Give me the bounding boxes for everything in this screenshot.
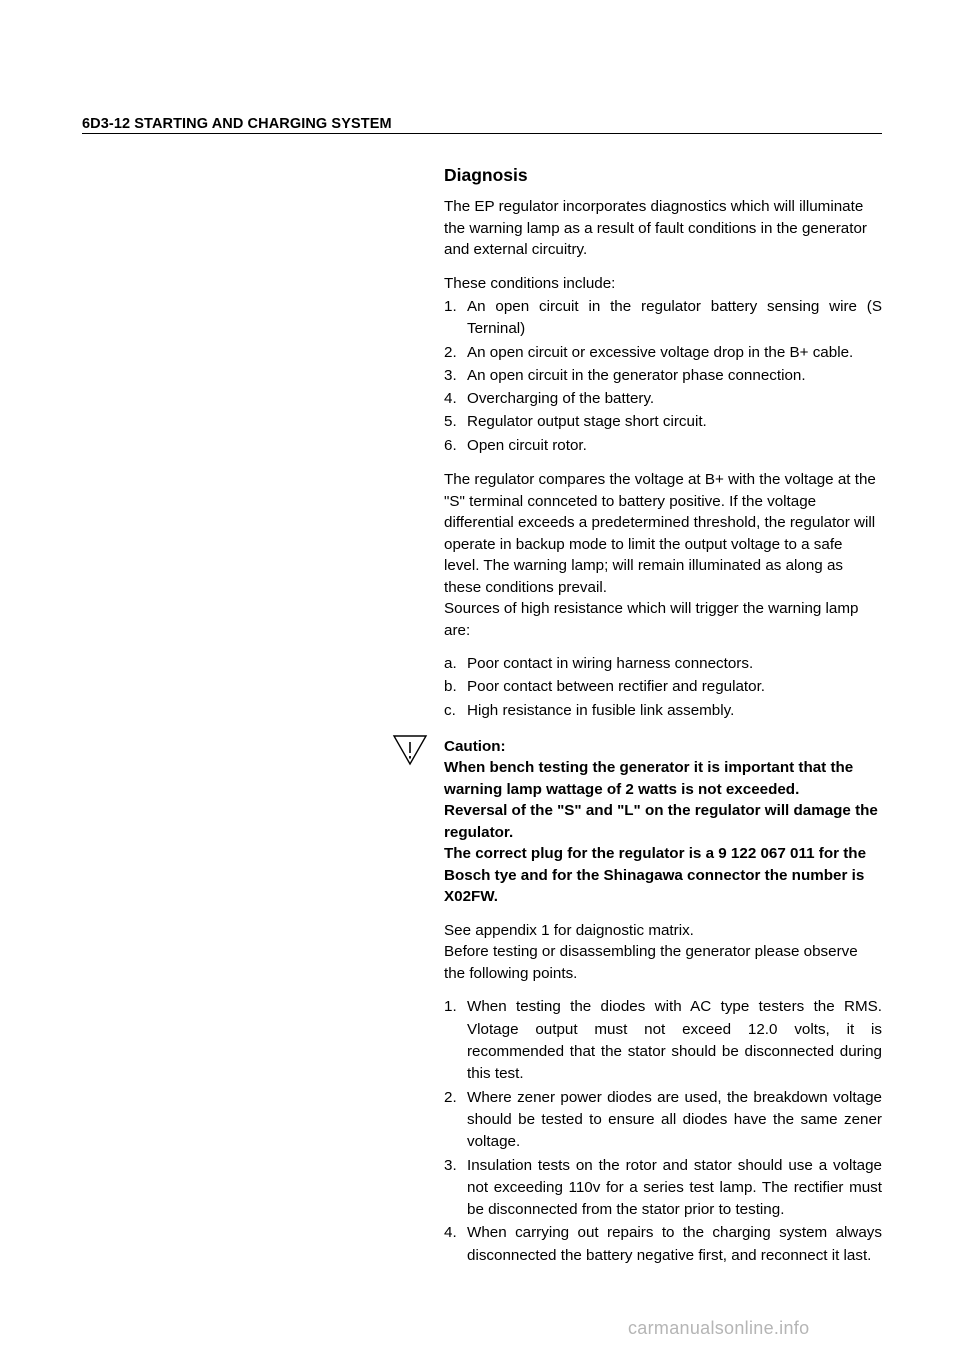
caution-block bbox=[444, 736, 882, 908]
caution-line-3: The correct plug for the regulator is a 9 122 067 011 for the Bosch tye and for the Shinagawa connector the number is X02FW. bbox=[444, 845, 867, 906]
caution-label: Caution: bbox=[444, 737, 506, 755]
list-number: 2. bbox=[444, 343, 457, 361]
watermark-link[interactable]: carmanualsonline.info bbox=[628, 1318, 810, 1338]
list-item bbox=[444, 700, 882, 722]
sources-intro: Sources of high resistance which will trigger the warning lamp are: bbox=[444, 600, 859, 639]
list-number: 4. bbox=[444, 1224, 457, 1242]
list-number: 5. bbox=[444, 413, 457, 431]
list-item bbox=[444, 676, 882, 698]
list-number: 3. bbox=[444, 1156, 457, 1174]
page-header-title: 6D3-12 STARTING AND CHARGING SYSTEM bbox=[82, 116, 392, 132]
list-number: 1. bbox=[444, 998, 457, 1016]
list-text: Poor contact between rectifier and regulator. bbox=[467, 678, 766, 696]
before-testing-line: Before testing or disassembling the generator please observe the following points. bbox=[444, 943, 858, 982]
caution-line-1: When bench testing the generator it is important that the warning lamp wattage of 2 watts is not exceeded. bbox=[444, 759, 854, 798]
list-item bbox=[444, 435, 882, 457]
list-text: An open circuit in the generator phase connection. bbox=[467, 366, 806, 384]
section-heading: Diagnosis bbox=[444, 165, 528, 185]
list-text: An open circuit in the regulator battery sensing wire (S Terninal) bbox=[467, 298, 882, 338]
list-text: Regulator output stage short circuit. bbox=[467, 413, 707, 431]
intro-paragraph: The EP regulator incorporates diagnostics which will illuminate the warning lamp as a result of fault conditions in the generator and external circuitry. bbox=[444, 198, 867, 258]
conditions-intro: These conditions include: bbox=[444, 274, 616, 292]
list-number: 3. bbox=[444, 366, 457, 384]
list-item bbox=[444, 1155, 882, 1222]
list-text: When carrying out repairs to the charging system always disconnected the battery negative first, and reconnect it last. bbox=[467, 1224, 882, 1264]
list-item bbox=[444, 365, 882, 387]
list-text: Where zener power diodes are used, the breakdown voltage should be tested to ensure all diodes have the same zener voltage. bbox=[467, 1088, 882, 1151]
list-number: 2. bbox=[444, 1088, 457, 1106]
appendix-line: See appendix 1 for daignostic matrix. bbox=[444, 921, 694, 939]
list-item bbox=[444, 296, 882, 341]
list-item bbox=[444, 411, 882, 433]
list-item bbox=[444, 1087, 882, 1154]
list-text: High resistance in fusible link assembly. bbox=[467, 701, 735, 719]
list-number: 1. bbox=[444, 298, 457, 315]
caution-triangle-icon bbox=[392, 734, 428, 766]
sources-list bbox=[444, 653, 882, 722]
header-rule bbox=[82, 133, 882, 134]
list-item bbox=[444, 388, 882, 410]
list-letter: c. bbox=[444, 701, 456, 719]
list-letter: b. bbox=[444, 678, 457, 696]
list-text: Insulation tests on the rotor and stator should use a voltage not exceeding 110v for a series test lamp. The rectifier must be disconnected from the stator prior to testing. bbox=[467, 1156, 882, 1219]
list-text: Poor contact in wiring harness connectors. bbox=[467, 655, 754, 673]
main-column bbox=[444, 160, 882, 1268]
list-number: 6. bbox=[444, 436, 457, 454]
list-text: When testing the diodes with AC type testers the RMS. Vlotage output must not exceed 12.0 volts, it is recommended that the stator should be disconnected during this test. bbox=[467, 998, 882, 1083]
testing-points-list bbox=[444, 996, 882, 1267]
list-item bbox=[444, 1222, 882, 1267]
list-text: An open circuit or excessive voltage drop in the B+ cable. bbox=[467, 343, 854, 361]
list-letter: a. bbox=[444, 655, 457, 673]
list-text: Overcharging of the battery. bbox=[467, 390, 655, 408]
list-item bbox=[444, 996, 882, 1085]
list-item bbox=[444, 342, 882, 364]
compare-paragraph: The regulator compares the voltage at B+ with the voltage at the "S" terminal connceted to battery positive. If the voltage differential exceeds a predetermined threshold, the regulator will operate in backup mode to limit the output voltage to a safe level. The warning lamp; will remain illuminated as along as these conditions prevail. bbox=[444, 471, 876, 596]
caution-line-2: Reversal of the "S" and "L" on the regulator will damage the regulator. bbox=[444, 802, 878, 841]
list-text: Open circuit rotor. bbox=[467, 436, 587, 454]
list-item bbox=[444, 653, 882, 675]
list-number: 4. bbox=[444, 390, 457, 408]
conditions-list bbox=[444, 296, 882, 457]
